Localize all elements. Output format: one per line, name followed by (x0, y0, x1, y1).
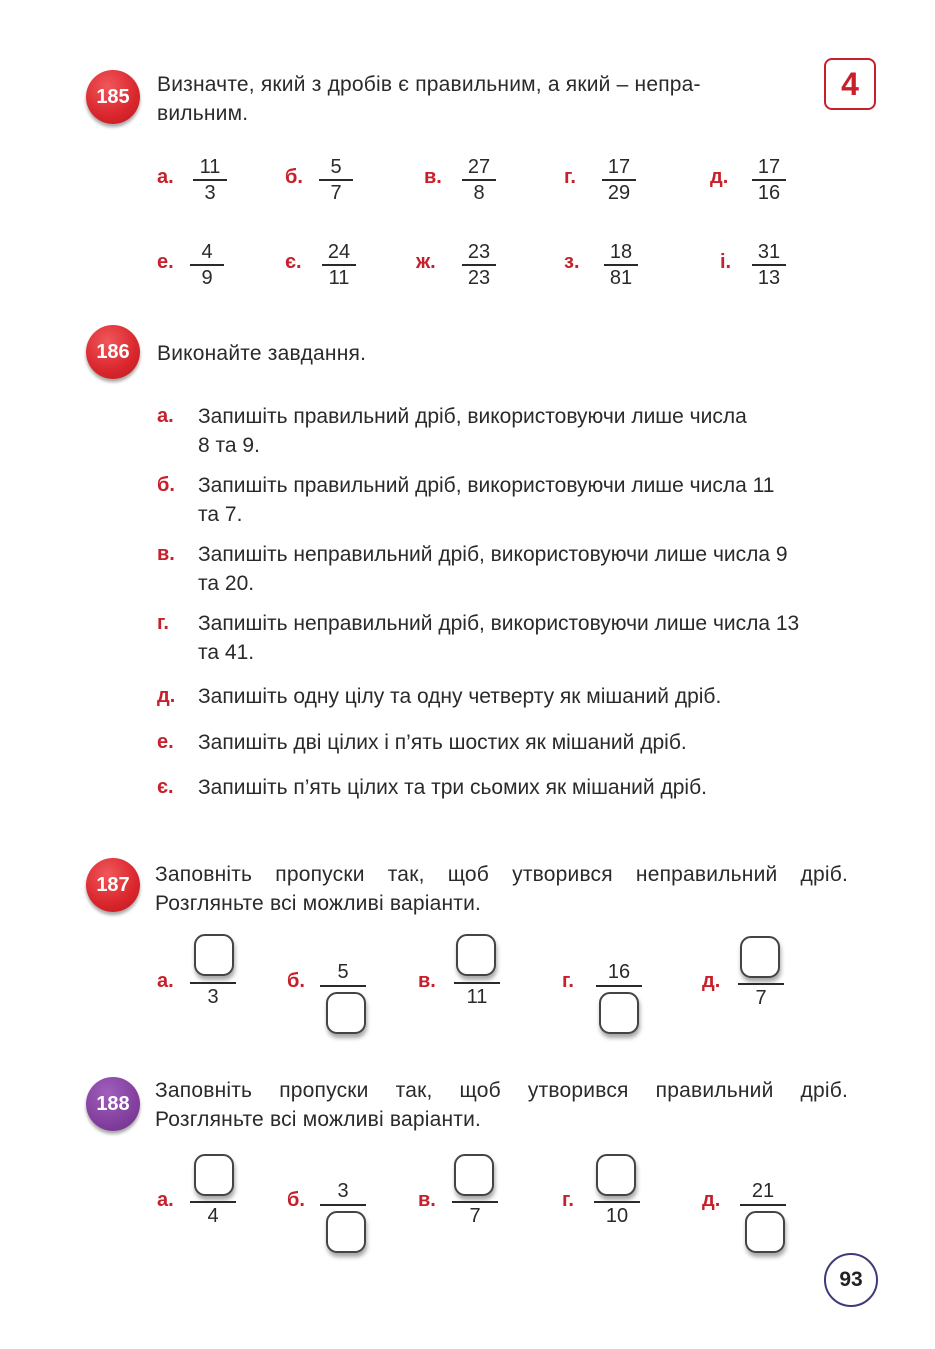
fraction-bar (740, 1204, 786, 1206)
item-label: д. (157, 685, 176, 707)
numerator: 24 (327, 241, 351, 263)
fraction-bar (462, 264, 496, 266)
item-label: б. (287, 1189, 305, 1211)
fraction-bar (190, 1201, 236, 1203)
task-line: 8 та 9. (198, 434, 260, 457)
item-label: в. (418, 1189, 436, 1211)
task-line: Запишіть одну цілу та одну четверту як мішаний дріб. (198, 685, 722, 708)
fraction-bar (594, 1201, 640, 1203)
task-item (198, 471, 838, 529)
instruction-line: Заповніть пропуски так, щоб утворився неправильний дріб. (155, 863, 848, 886)
fraction-bar (752, 264, 786, 266)
fraction (311, 156, 361, 204)
numerator: 18 (609, 241, 633, 263)
fraction (454, 156, 504, 204)
numerator: 21 (751, 1180, 775, 1202)
denominator: 23 (467, 267, 491, 289)
fraction (594, 156, 644, 204)
exercise-188-instruction (155, 1076, 848, 1134)
item-label: а. (157, 970, 174, 992)
denominator-blank[interactable] (745, 1211, 785, 1253)
denominator-blank[interactable] (326, 992, 366, 1034)
numerator: 5 (330, 156, 342, 178)
numerator: 5 (337, 961, 349, 983)
numerator-blank[interactable] (194, 934, 234, 976)
denominator: 7 (755, 987, 767, 1009)
exercise-number-badge: 185 (86, 70, 140, 124)
exercise-185-instruction (157, 70, 737, 128)
fraction (454, 241, 504, 289)
item-label: а. (157, 166, 174, 188)
instruction-line: Визначте, який з дробів є правильним, а який – непра- (157, 73, 701, 96)
fraction-bar (322, 264, 356, 266)
exercise-number-badge: 187 (86, 858, 140, 912)
fraction (314, 241, 364, 289)
item-label: г. (562, 970, 574, 992)
task-item (198, 540, 838, 598)
fraction-bar (752, 179, 786, 181)
task-line: Запишіть неправильний дріб, використовуючи лише числа 9 (198, 543, 788, 566)
instruction-line: Розгляньте всі можливі варіанти. (155, 1108, 482, 1131)
numerator: 4 (201, 241, 213, 263)
page-number: 93 (824, 1253, 878, 1307)
numerator: 27 (467, 156, 491, 178)
numerator-blank[interactable] (740, 936, 780, 978)
fraction (182, 241, 232, 289)
item-label: з. (564, 251, 580, 273)
fraction-bar (190, 982, 236, 984)
numerator-blank[interactable] (454, 1154, 494, 1196)
instruction-line: Заповніть пропуски так, щоб утворився правильний дріб. (155, 1079, 848, 1102)
task-item (198, 402, 838, 460)
denominator: 11 (466, 986, 488, 1008)
numerator: 16 (607, 961, 631, 983)
denominator: 3 (207, 986, 219, 1008)
denominator-blank[interactable] (326, 1211, 366, 1253)
fraction-bar (452, 1201, 498, 1203)
task-line: Запишіть правильний дріб, використовуючи лише числа 11 (198, 474, 775, 497)
item-label: г. (157, 612, 169, 634)
item-label: г. (564, 166, 576, 188)
item-label: а. (157, 1189, 174, 1211)
denominator: 9 (201, 267, 213, 289)
denominator: 4 (207, 1205, 219, 1227)
item-label: д. (702, 970, 721, 992)
fraction (744, 156, 794, 204)
task-item (198, 682, 838, 711)
numerator-blank[interactable] (596, 1154, 636, 1196)
chapter-marker: 4 (824, 58, 876, 110)
denominator: 16 (757, 182, 781, 204)
fraction-bar (320, 985, 366, 987)
denominator: 29 (607, 182, 631, 204)
denominator: 13 (757, 267, 781, 289)
fraction-bar (602, 179, 636, 181)
exercise-187-instruction (155, 860, 848, 918)
numerator: 17 (757, 156, 781, 178)
denominator: 7 (469, 1205, 481, 1227)
fraction-bar (320, 1204, 366, 1206)
fraction-bar (319, 179, 353, 181)
fraction-bar (596, 985, 642, 987)
fraction-bar (454, 982, 500, 984)
item-label: д. (702, 1189, 721, 1211)
fraction-bar (604, 264, 638, 266)
item-label: в. (157, 543, 175, 565)
item-label: є. (157, 776, 174, 798)
denominator: 81 (609, 267, 633, 289)
task-line: та 20. (198, 572, 255, 595)
denominator-blank[interactable] (599, 992, 639, 1034)
instruction-line: вильним. (157, 102, 249, 125)
exercise-186-instruction: Виконайте завдання. (157, 342, 367, 365)
item-label: а. (157, 405, 174, 427)
item-label: г. (562, 1189, 574, 1211)
exercise-number-badge: 186 (86, 325, 140, 379)
fraction (596, 241, 646, 289)
item-label: е. (157, 251, 174, 273)
denominator: 7 (330, 182, 342, 204)
denominator: 11 (328, 267, 350, 289)
item-label: д. (710, 166, 729, 188)
item-label: і. (720, 251, 732, 273)
task-line: та 41. (198, 641, 255, 664)
item-label: є. (285, 251, 302, 273)
item-label: в. (424, 166, 442, 188)
denominator: 8 (473, 182, 485, 204)
numerator: 31 (757, 241, 781, 263)
item-label: е. (157, 731, 174, 753)
task-item (198, 728, 838, 757)
task-line: та 7. (198, 503, 243, 526)
fraction (744, 241, 794, 289)
task-line: Запишіть неправильний дріб, використовуючи лише числа 13 (198, 612, 800, 635)
denominator: 10 (605, 1205, 629, 1227)
exercise-number-badge: 188 (86, 1077, 140, 1131)
fraction-bar (193, 179, 227, 181)
item-label: в. (418, 970, 436, 992)
task-item (198, 609, 838, 667)
numerator-blank[interactable] (194, 1154, 234, 1196)
item-label: б. (285, 166, 303, 188)
task-line: Запишіть дві цілих і п’ять шостих як мішаний дріб. (198, 731, 687, 754)
numerator: 3 (337, 1180, 349, 1202)
fraction-bar (190, 264, 224, 266)
instruction-line: Розгляньте всі можливі варіанти. (155, 892, 482, 915)
numerator: 11 (199, 156, 221, 178)
numerator: 23 (467, 241, 491, 263)
fraction-bar (738, 983, 784, 985)
task-line: Запишіть правильний дріб, використовуючи лише числа (198, 405, 747, 428)
fraction (185, 156, 235, 204)
task-item (198, 773, 838, 802)
item-label: б. (157, 474, 175, 496)
fraction-bar (462, 179, 496, 181)
numerator-blank[interactable] (456, 934, 496, 976)
task-line: Запишіть п’ять цілих та три сьомих як мішаний дріб. (198, 776, 707, 799)
item-label: ж. (416, 251, 436, 273)
numerator: 17 (607, 156, 631, 178)
denominator: 3 (204, 182, 216, 204)
item-label: б. (287, 970, 305, 992)
